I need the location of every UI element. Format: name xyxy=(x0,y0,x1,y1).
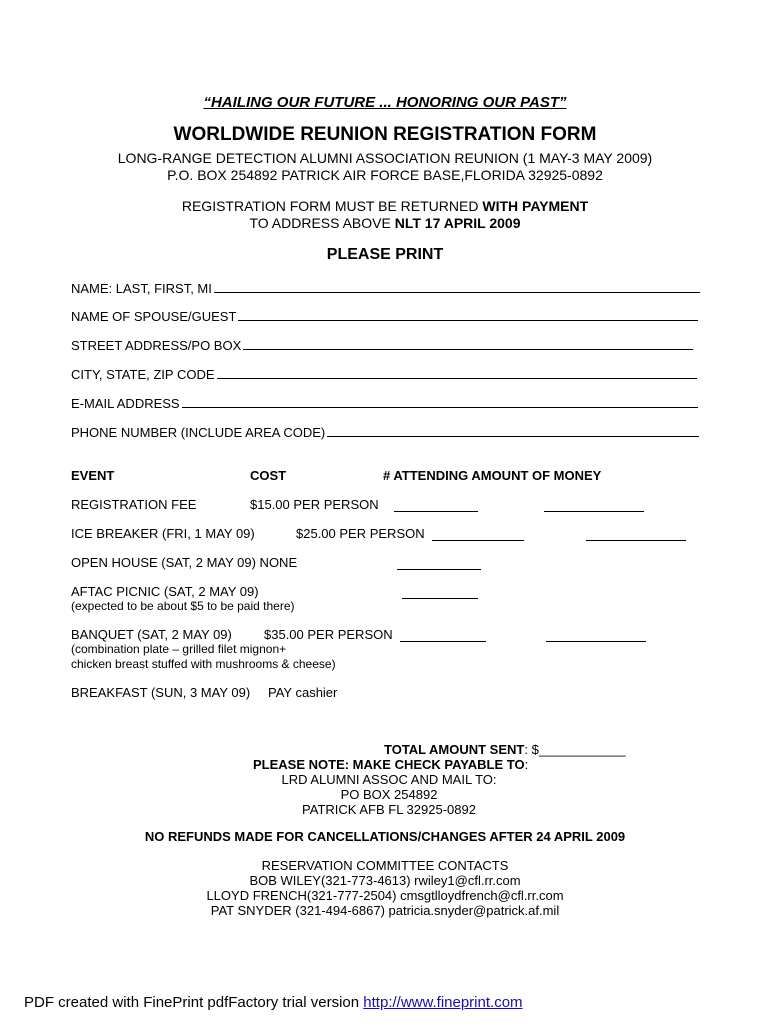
contact-3: PAT SNYDER (321-494-6867) patricia.snyder@patrick.af.mil xyxy=(210,903,560,918)
registration-cost: $15.00 PER PERSON xyxy=(250,497,379,512)
motto: “HAILING OUR FUTURE ... HONORING OUR PAST” xyxy=(203,94,567,111)
return-instruction xyxy=(0,198,770,214)
registration-attending-blank[interactable] xyxy=(394,511,478,512)
name-field[interactable] xyxy=(71,281,700,296)
street-label: STREET ADDRESS/PO BOX xyxy=(71,338,242,353)
total-label: TOTAL AMOUNT SENT xyxy=(384,742,525,757)
payable-colon: : xyxy=(524,757,529,772)
spouse-line[interactable] xyxy=(238,319,698,321)
deadline-prefix: TO ADDRESS ABOVE xyxy=(249,215,395,231)
col-attending: # ATTENDING AMOUNT OF MONEY xyxy=(383,468,602,483)
address-line: P.O. BOX 254892 PATRICK AIR FORCE BASE,FLORIDA 32925-0892 xyxy=(167,167,603,183)
name-label: NAME: LAST, FIRST, MI xyxy=(71,281,212,296)
payee-box: PO BOX 254892 xyxy=(340,787,438,802)
phone-line[interactable] xyxy=(327,435,699,437)
icebreaker-cost: $25.00 PER PERSON xyxy=(296,526,425,541)
form-title: WORLDWIDE REUNION REGISTRATION FORM xyxy=(173,124,597,145)
contacts-heading: RESERVATION COMMITTEE CONTACTS xyxy=(261,858,509,873)
banquet-cost: $35.00 PER PERSON xyxy=(264,627,393,642)
association-line: LONG-RANGE DETECTION ALUMNI ASSOCIATION REUNION (1 MAY-3 MAY 2009) xyxy=(117,150,653,166)
picnic-note: (expected to be about $5 to be paid there) xyxy=(71,599,295,613)
col-cost: COST xyxy=(250,468,287,483)
total-blank[interactable]: : $____________ xyxy=(524,742,626,757)
contact-2: LLOYD FRENCH(321-777-2504) cmsgtlloydfrench@cfl.rr.com xyxy=(206,888,564,903)
icebreaker-amount-blank[interactable] xyxy=(586,540,686,541)
spouse-label: NAME OF SPOUSE/GUEST xyxy=(71,309,237,324)
city-field[interactable] xyxy=(71,367,697,382)
refund-policy: NO REFUNDS MADE FOR CANCELLATIONS/CHANGES AFTER 24 APRIL 2009 xyxy=(144,829,626,844)
col-event: EVENT xyxy=(71,468,115,483)
please-print: PLEASE PRINT xyxy=(326,246,444,263)
banquet-attending-blank[interactable] xyxy=(400,641,486,642)
banquet-note-1: (combination plate – grilled filet mignon+ xyxy=(71,642,287,656)
picnic-event: AFTAC PICNIC (SAT, 2 MAY 09) xyxy=(71,584,259,599)
openhouse-attending-blank[interactable] xyxy=(397,569,481,570)
picnic-attending-blank[interactable] xyxy=(402,598,478,599)
payee-city: PATRICK AFB FL 32925-0892 xyxy=(302,802,476,817)
phone-field[interactable] xyxy=(71,425,699,440)
city-label: CITY, STATE, ZIP CODE xyxy=(71,367,215,382)
phone-label: PHONE NUMBER (INCLUDE AREA CODE) xyxy=(71,425,326,440)
banquet-event: BANQUET (SAT, 2 MAY 09) xyxy=(71,627,232,642)
return-prefix: REGISTRATION FORM MUST BE RETURNED xyxy=(181,198,483,214)
return-bold: WITH PAYMENT xyxy=(482,198,589,214)
street-line[interactable] xyxy=(243,348,693,350)
icebreaker-attending-blank[interactable] xyxy=(432,540,524,541)
email-line[interactable] xyxy=(182,406,698,408)
email-field[interactable] xyxy=(71,396,698,411)
name-line[interactable] xyxy=(214,291,700,293)
openhouse-event: OPEN HOUSE (SAT, 2 MAY 09) NONE xyxy=(71,555,298,570)
banquet-amount-blank[interactable] xyxy=(546,641,646,642)
footer-link[interactable]: http://www.fineprint.com xyxy=(363,994,523,1011)
total-amount[interactable] xyxy=(384,742,626,757)
footer-text: PDF created with FinePrint pdfFactory trial version xyxy=(24,994,364,1011)
deadline-bold: NLT 17 APRIL 2009 xyxy=(394,215,521,231)
icebreaker-event: ICE BREAKER (FRI, 1 MAY 09) xyxy=(71,526,255,541)
breakfast-cost: PAY cashier xyxy=(268,685,338,700)
pdf-footer xyxy=(24,994,523,1011)
city-line[interactable] xyxy=(217,377,697,379)
breakfast-event: BREAKFAST (SUN, 3 MAY 09) xyxy=(71,685,251,700)
payable-note xyxy=(253,757,528,772)
contact-1: BOB WILEY(321-773-4613) rwiley1@cfl.rr.com xyxy=(249,873,521,888)
email-label: E-MAIL ADDRESS xyxy=(71,396,180,411)
deadline-instruction xyxy=(0,215,770,231)
registration-amount-blank[interactable] xyxy=(544,511,644,512)
payee-line: LRD ALUMNI ASSOC AND MAIL TO: xyxy=(281,772,497,787)
spouse-field[interactable] xyxy=(71,309,698,324)
street-field[interactable] xyxy=(71,338,693,353)
payable-label: PLEASE NOTE: MAKE CHECK PAYABLE TO xyxy=(253,757,525,772)
registration-event: REGISTRATION FEE xyxy=(71,497,197,512)
banquet-note-2: chicken breast stuffed with mushrooms & cheese) xyxy=(71,657,336,671)
